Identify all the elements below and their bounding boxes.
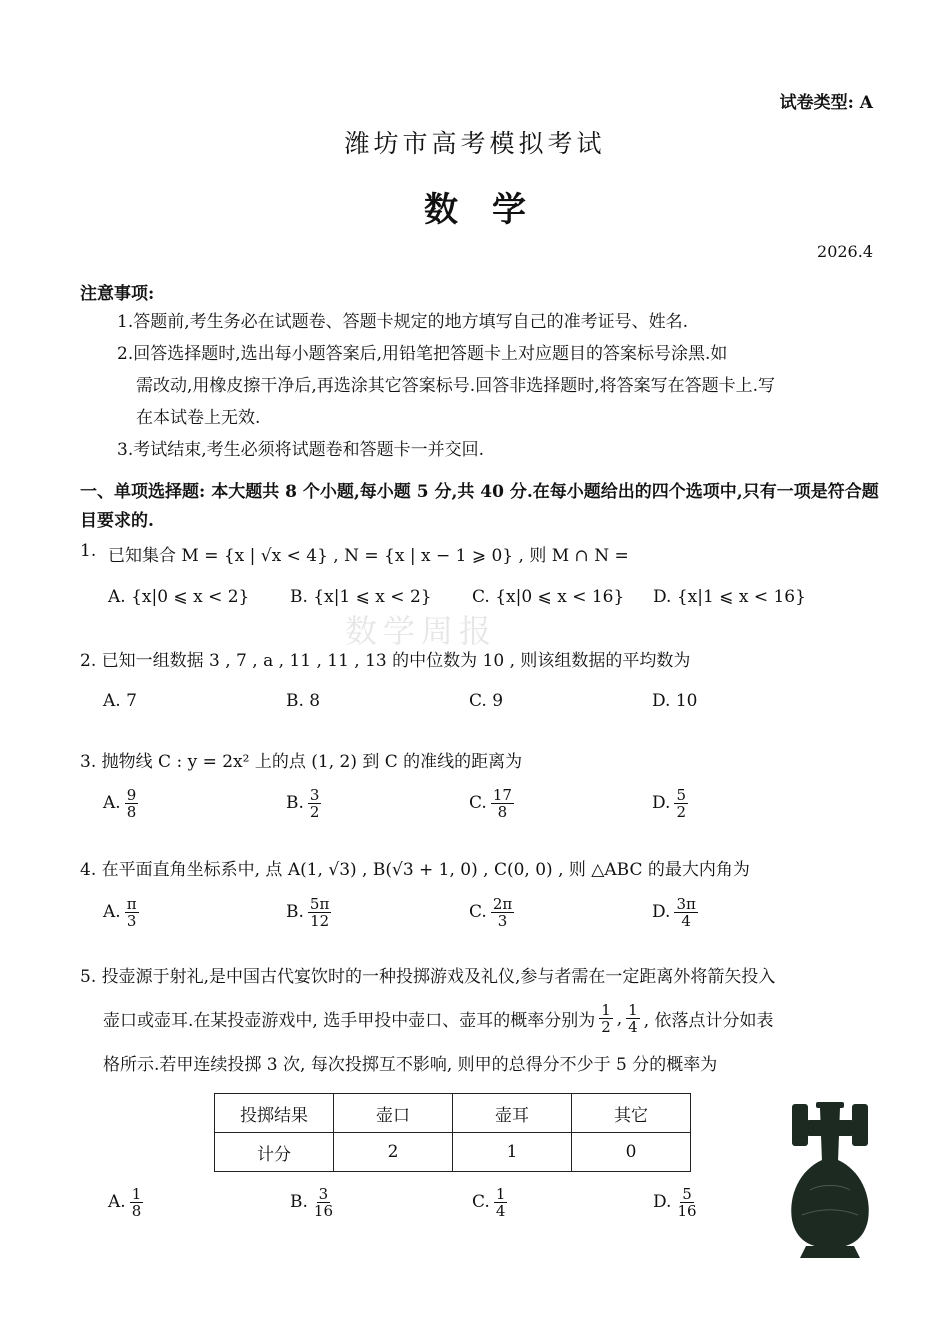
q2-option-c: C. 9 (469, 691, 504, 711)
q4-option-d: D. $\frac{3\pi}{4}$ (652, 895, 696, 930)
q3-stem: 3. 抛物线 C : y = 2x² 上的点 (1, 2) 到 C 的准线的距离为 (80, 752, 523, 772)
q1-option-b: B. {x|1 ⩽ x < 2} (290, 587, 432, 607)
q2-option-b: B. 8 (286, 691, 321, 711)
notice-heading: 注意事项: (80, 284, 155, 304)
table-cell: 壶口 (334, 1094, 453, 1133)
q3-option-b: B. $\frac{3}{2}$ (286, 786, 320, 821)
notice-item-2: 2.回答选择题时,选出每小题答案后,用铅笔把答题卡上对应题目的答案标号涂黑.如 (117, 344, 728, 364)
table-cell: 2 (334, 1133, 453, 1172)
table-row (215, 1133, 691, 1172)
q1-stem: 已知集合 M = {x | √x < 4} , N = {x | x − 1 ⩾ 0} , 则 M ∩ N = (108, 546, 629, 566)
q3-option-a: A. $\frac{9}{8}$ (103, 786, 137, 821)
notice-item-2-cont: 需改动,用橡皮擦干净后,再选涂其它答案标号.回答非选择题时,将答案写在答题卡上.写 (136, 376, 776, 396)
q1-number: 1. (80, 541, 97, 561)
q4-option-c: C. $\frac{2\pi}{3}$ (469, 895, 513, 930)
q3-option-d: D. $\frac{5}{2}$ (652, 786, 686, 821)
exam-title: 潍坊市高考模拟考试 (344, 129, 606, 158)
notice-item-3: 3.考试结束,考生必须将试题卷和答题卡一并交回. (117, 440, 485, 460)
section-heading: 一、单项选择题: 本大题共 8 个小题,每小题 5 分,共 40 分.在每小题给出的四个选项中,只有一项是符合题目要求的. (80, 482, 879, 531)
table-cell: 计分 (215, 1133, 334, 1172)
q5-option-a: A. $\frac{1}{8}$ (108, 1185, 142, 1220)
table-cell: 投掷结果 (215, 1094, 334, 1133)
q4-stem: 4. 在平面直角坐标系中, 点 A(1, √3) , B(√3 + 1, 0) , C(0, 0) , 则 △ABC 的最大内角为 (80, 860, 750, 880)
q1-option-a: A. {x|0 ⩽ x < 2} (108, 587, 250, 607)
q2-stem: 2. 已知一组数据 3 , 7 , a , 11 , 11 , 13 的中位数为 10 , 则该组数据的平均数为 (80, 651, 691, 671)
notice-item-2-end: 在本试卷上无效. (136, 408, 261, 428)
q5-option-d: D. $\frac{5}{16}$ (653, 1185, 697, 1220)
table-cell: 0 (572, 1133, 691, 1172)
q2-option-a: A. 7 (103, 691, 137, 711)
q5-line-2: 壶口或壶耳.在某投壶游戏中, 选手甲投中壶口、壶耳的概率分别为 $\frac{1}{2}$ , $\frac{1}{4}$ , 依落点计分如表 (103, 1001, 774, 1036)
paper-type: 试卷类型: A (779, 93, 873, 113)
q2-option-d: D. 10 (652, 691, 698, 711)
q4-option-a: A. $\frac{\pi}{3}$ (103, 895, 137, 930)
exam-date: 2026.4 (817, 242, 873, 261)
q3-option-c: C. $\frac{17}{8}$ (469, 786, 512, 821)
notice-item-1: 1.答题前,考生务必在试题卷、答题卡规定的地方填写自己的准考证号、姓名. (117, 312, 689, 332)
q5-line-1: 5. 投壶源于射礼,是中国古代宴饮时的一种投掷游戏及礼仪,参与者需在一定距离外将箭矢投入 (80, 967, 776, 987)
q5-line-3: 格所示.若甲连续投掷 3 次, 每次投掷互不影响, 则甲的总得分不少于 5 分的概率为 (103, 1055, 718, 1075)
score-table (214, 1093, 691, 1172)
touhu-vase-image (780, 1100, 880, 1260)
table-header-row (215, 1094, 691, 1133)
q5-option-c: C. $\frac{1}{4}$ (472, 1185, 506, 1220)
watermark: 数学周报 (345, 612, 498, 650)
table-cell: 壶耳 (453, 1094, 572, 1133)
q5-option-b: B. $\frac{3}{16}$ (290, 1185, 333, 1220)
q1-option-d: D. {x|1 ⩽ x < 16} (653, 587, 806, 607)
q1-option-c: C. {x|0 ⩽ x < 16} (472, 587, 625, 607)
subject-title: 数学 (424, 190, 560, 230)
q4-option-b: B. $\frac{5\pi}{12}$ (286, 895, 330, 930)
table-cell: 其它 (572, 1094, 691, 1133)
table-cell: 1 (453, 1133, 572, 1172)
